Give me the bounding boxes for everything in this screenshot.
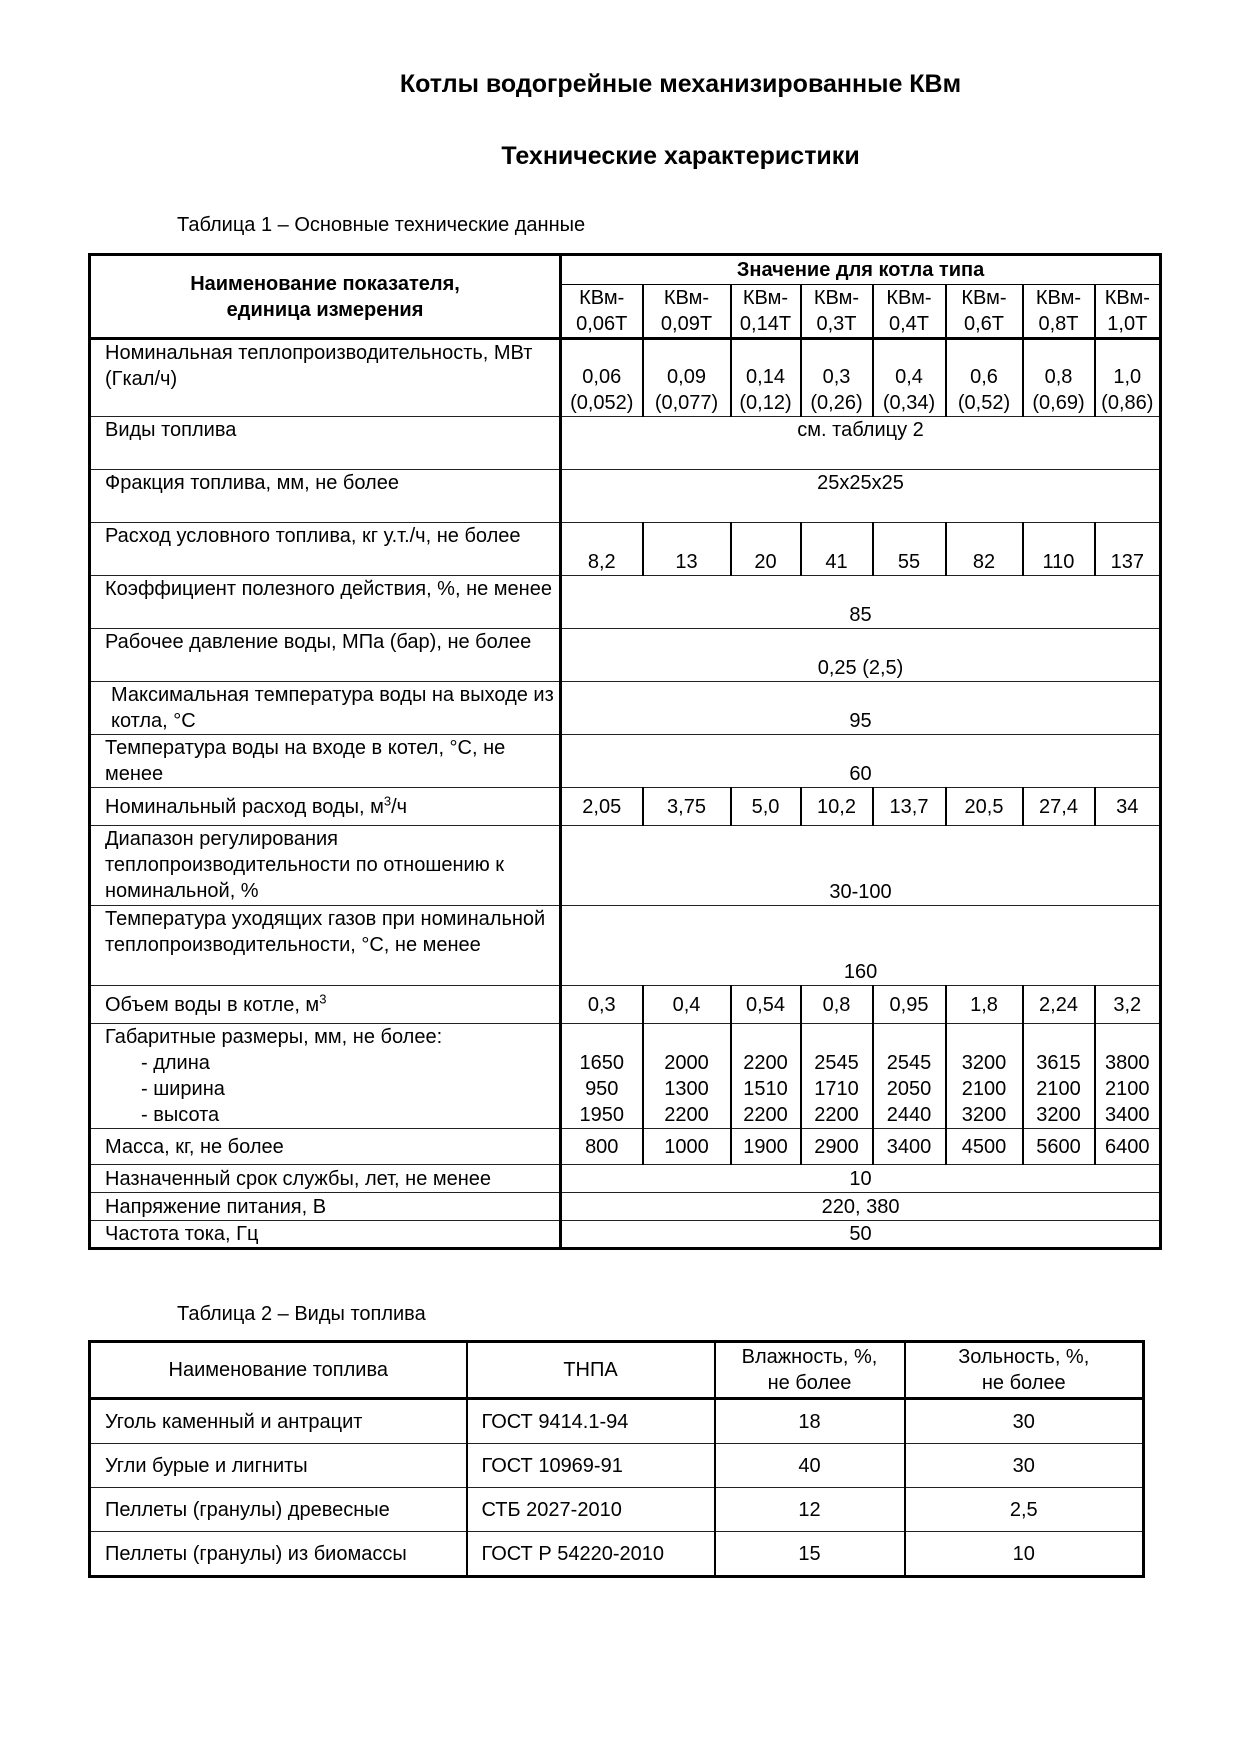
- cell-ash: 30: [905, 1399, 1144, 1444]
- header-ash: Зольность, %, не более: [905, 1342, 1144, 1399]
- row-label: Коэффициент полезного действия, %, не менее: [90, 576, 561, 629]
- row-label: Температура воды на входе в котел, °С, не менее: [90, 735, 561, 788]
- fuel-row: [90, 1488, 1144, 1532]
- row-max-outlet-temp: [90, 682, 1161, 735]
- header-model: КВм- 0,4Т: [873, 285, 946, 339]
- cell-value: 0,14 (0,12): [731, 339, 801, 417]
- header-standard: ТНПА: [467, 1342, 715, 1399]
- row-label: Масса, кг, не более: [90, 1129, 561, 1165]
- row-label: Температура уходящих газов при номинальной теплопроизводительности, °С, не менее: [90, 906, 561, 986]
- row-label: Габаритные размеры, мм, не более: - длина - ширина - высота: [90, 1024, 561, 1129]
- row-efficiency: [90, 576, 1161, 629]
- table2-header-row: [90, 1342, 1144, 1399]
- cell-value: 1000: [643, 1129, 731, 1165]
- cell-value: 5600: [1023, 1129, 1095, 1165]
- row-label: Частота тока, Гц: [90, 1221, 561, 1249]
- row-water-flow: [90, 788, 1161, 826]
- cell-value: 1,8: [946, 986, 1023, 1024]
- cell-value: 0,09 (0,077): [643, 339, 731, 417]
- cell-value: 6400: [1095, 1129, 1161, 1165]
- cell-dimensions: 2000 1300 2200: [643, 1024, 731, 1129]
- cell-value: 27,4: [1023, 788, 1095, 826]
- row-label: Номинальная теплопроизводительность, МВт (Гкал/ч): [90, 339, 561, 417]
- cell-value: 0,54: [731, 986, 801, 1024]
- fuel-row: [90, 1532, 1144, 1577]
- cell-dimensions: 2200 1510 2200: [731, 1024, 801, 1129]
- table1-header-row: [90, 255, 1161, 285]
- row-label: Назначенный срок службы, лет, не менее: [90, 1165, 561, 1193]
- fuel-row: [90, 1444, 1144, 1488]
- cell-value: 2,24: [1023, 986, 1095, 1024]
- row-service-life: [90, 1165, 1161, 1193]
- row-label: Напряжение питания, В: [90, 1193, 561, 1221]
- header-model: КВм- 0,3Т: [801, 285, 873, 339]
- cell-value: 0,4: [643, 986, 731, 1024]
- cell-value: 4500: [946, 1129, 1023, 1165]
- cell-value: 1,0 (0,86): [1095, 339, 1161, 417]
- cell-value: 10: [561, 1165, 1161, 1193]
- row-mass: [90, 1129, 1161, 1165]
- cell-value: 30-100: [561, 826, 1161, 906]
- cell-value: 41: [801, 523, 873, 576]
- dim-width-label: - ширина: [141, 1078, 225, 1100]
- cell-value: 800: [561, 1129, 643, 1165]
- row-label: Объем воды в котле, $м^3$: [90, 986, 561, 1024]
- cell-standard: ГОСТ Р 54220-2010: [467, 1532, 715, 1577]
- cell-moisture: 15: [715, 1532, 905, 1577]
- row-label: Диапазон регулирования теплопроизводительности по отношению к номинальной, %: [90, 826, 561, 906]
- row-voltage: [90, 1193, 1161, 1221]
- row-fuel-consumption: [90, 523, 1161, 576]
- cell-value: 1900: [731, 1129, 801, 1165]
- cell-value: 110: [1023, 523, 1095, 576]
- row-water-volume: [90, 986, 1161, 1024]
- cell-value: 5,0: [731, 788, 801, 826]
- header-model: КВм- 0,6Т: [946, 285, 1023, 339]
- cell-value: 0,3 (0,26): [801, 339, 873, 417]
- table1-caption: Таблица 1 – Основные технические данные: [177, 214, 586, 236]
- table2-caption: Таблица 2 – Виды топлива: [177, 1303, 426, 1325]
- header-fuel-name: Наименование топлива: [90, 1342, 467, 1399]
- row-inlet-temp: [90, 735, 1161, 788]
- row-label: Фракция топлива, мм, не более: [90, 470, 561, 523]
- row-label: Максимальная температура воды на выходе из котла, °С: [90, 682, 561, 735]
- cell-dimensions: 3615 2100 3200: [1023, 1024, 1095, 1129]
- cell-moisture: 12: [715, 1488, 905, 1532]
- cell-value: 13: [643, 523, 731, 576]
- cell-value: 137: [1095, 523, 1161, 576]
- row-fuel-types: [90, 417, 1161, 470]
- cell-value: 50: [561, 1221, 1161, 1249]
- header-model: КВм- 1,0Т: [1095, 285, 1161, 339]
- row-dimensions: [90, 1024, 1161, 1129]
- cell-dimensions: 3200 2100 3200: [946, 1024, 1023, 1129]
- row-label: Рабочее давление воды, МПа (бар), не более: [90, 629, 561, 682]
- header-model: КВм- 0,09Т: [643, 285, 731, 339]
- cell-value: 0,3: [561, 986, 643, 1024]
- row-fuel-fraction: [90, 470, 1161, 523]
- cell-ash: 30: [905, 1444, 1144, 1488]
- fuel-row: [90, 1399, 1144, 1444]
- dim-length-label: - длина: [141, 1052, 210, 1074]
- cell-value: 10,2: [801, 788, 873, 826]
- cell-moisture: 40: [715, 1444, 905, 1488]
- cell-dimensions: 2545 1710 2200: [801, 1024, 873, 1129]
- cell-standard: ГОСТ 9414.1-94: [467, 1399, 715, 1444]
- cell-value: 220, 380: [561, 1193, 1161, 1221]
- cell-value: 82: [946, 523, 1023, 576]
- cell-value: 25х25х25: [561, 470, 1161, 523]
- cell-value: 0,06 (0,052): [561, 339, 643, 417]
- row-label: Номинальный расход воды, $м^3/ч$: [90, 788, 561, 826]
- header-model: КВм- 0,14Т: [731, 285, 801, 339]
- cell-value: 55: [873, 523, 946, 576]
- cell-fuel-name: Уголь каменный и антрацит: [90, 1399, 467, 1444]
- cell-value: 0,6 (0,52): [946, 339, 1023, 417]
- header-model: КВм- 0,06Т: [561, 285, 643, 339]
- cell-standard: СТБ 2027-2010: [467, 1488, 715, 1532]
- cell-value: 3400: [873, 1129, 946, 1165]
- cell-value: 2,05: [561, 788, 643, 826]
- header-model: КВм- 0,8Т: [1023, 285, 1095, 339]
- cell-value: 34: [1095, 788, 1161, 826]
- row-label: Расход условного топлива, кг у.т./ч, не более: [90, 523, 561, 576]
- dim-height-label: - высота: [141, 1104, 220, 1126]
- cell-fuel-name: Пеллеты (гранулы) древесные: [90, 1488, 467, 1532]
- cell-ash: 2,5: [905, 1488, 1144, 1532]
- row-pressure: [90, 629, 1161, 682]
- cell-value: 60: [561, 735, 1161, 788]
- cell-value: 85: [561, 576, 1161, 629]
- cell-value: 8,2: [561, 523, 643, 576]
- row-label: Виды топлива: [90, 417, 561, 470]
- cell-value: 0,25 (2,5): [561, 629, 1161, 682]
- fuel-types-table: [88, 1340, 1145, 1578]
- row-heat-output: [90, 339, 1161, 417]
- row-flue-gas-temp: [90, 906, 1161, 986]
- cell-value: см. таблицу 2: [561, 417, 1161, 470]
- document-title: Котлы водогрейные механизированные КВм: [399, 70, 962, 98]
- cell-value: 2900: [801, 1129, 873, 1165]
- header-parameter-name: Наименование показателя, единица измерения: [90, 255, 561, 339]
- cell-value: 0,95: [873, 986, 946, 1024]
- technical-data-table: [88, 253, 1162, 1250]
- cell-value: 20: [731, 523, 801, 576]
- cell-standard: ГОСТ 10969-91: [467, 1444, 715, 1488]
- cell-fuel-name: Пеллеты (гранулы) из биомассы: [90, 1532, 467, 1577]
- cell-value: 13,7: [873, 788, 946, 826]
- document-subtitle: Технические характеристики: [501, 142, 860, 170]
- header-moisture: Влажность, %, не более: [715, 1342, 905, 1399]
- cell-value: 95: [561, 682, 1161, 735]
- cell-value: 3,75: [643, 788, 731, 826]
- cell-moisture: 18: [715, 1399, 905, 1444]
- cell-dimensions: 2545 2050 2440: [873, 1024, 946, 1129]
- cell-value: 0,4 (0,34): [873, 339, 946, 417]
- cell-value: 20,5: [946, 788, 1023, 826]
- row-frequency: [90, 1221, 1161, 1249]
- cell-dimensions: 1650 950 1950: [561, 1024, 643, 1129]
- cell-value: 3,2: [1095, 986, 1161, 1024]
- row-regulation-range: [90, 826, 1161, 906]
- cell-fuel-name: Угли бурые и лигниты: [90, 1444, 467, 1488]
- header-value-group: Значение для котла типа: [561, 255, 1161, 285]
- cell-value: 160: [561, 906, 1161, 986]
- cell-value: 0,8: [801, 986, 873, 1024]
- cell-value: 0,8 (0,69): [1023, 339, 1095, 417]
- cell-dimensions: 3800 2100 3400: [1095, 1024, 1161, 1129]
- cell-ash: 10: [905, 1532, 1144, 1577]
